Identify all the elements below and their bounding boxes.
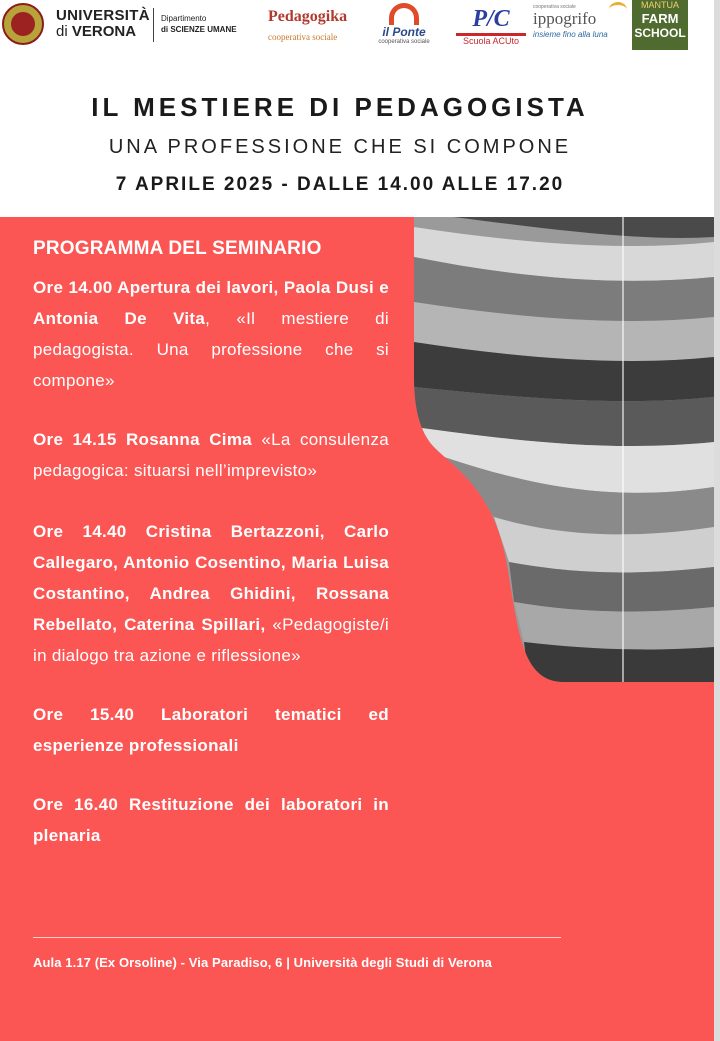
- ponte-name: il Ponte: [382, 25, 426, 39]
- page-subtitle: UNA PROFESSIONE CHE SI COMPONE: [108, 136, 572, 158]
- program-content: [33, 236, 389, 851]
- univr-logo: [56, 8, 150, 40]
- program-item: [33, 424, 389, 486]
- location-footer: Aula 1.17 (Ex Orsoline) - Via Paradiso, 6 | Università degli Studi di Verona: [33, 955, 492, 970]
- program-item-description: «Pedagogiste/i in dialogo tra azione e riflessione»: [33, 615, 389, 665]
- dip-line2-bold: SCIENZE UMANE: [170, 25, 237, 34]
- program-item: [33, 699, 389, 761]
- program-item-time-speaker: Ore 14.00 Apertura dei lavori, Paola Dusi e Antonia De Vita: [33, 278, 389, 328]
- univr-line2-prefix: di: [56, 23, 68, 40]
- dip-line2-prefix: di: [161, 25, 169, 34]
- department-logo: [161, 13, 237, 35]
- pedagogika-sub: cooperativa sociale: [268, 32, 338, 42]
- program-item-time-speaker: Ore 14.40 Cristina Bertazzoni, Carlo Callegaro, Antonio Cosentino, Maria Luisa Costantino, Andrea Ghidini, Rossana Rebellato, Caterina Spillari,: [33, 522, 389, 634]
- event-date: 7 APRILE 2025 - DALLE 14.00 ALLE 17.20: [115, 174, 565, 195]
- program-item-time-speaker: Ore 16.40 Restituzione dei laboratori in plenaria: [33, 795, 389, 845]
- farm-line3: SCHOOL: [634, 26, 686, 40]
- wing-icon: [609, 2, 627, 17]
- univr-line1: UNIVERSITÀ: [56, 7, 150, 24]
- univr-line2-bold: VERONA: [71, 23, 137, 40]
- dip-line1: Dipartimento: [161, 14, 207, 23]
- university-seal-icon: [2, 3, 44, 45]
- pc-name: P/C: [472, 6, 510, 32]
- program-heading: PROGRAMMA DEL SEMINARIO: [33, 238, 322, 259]
- ippogrifo-sub: insieme fino alla luna: [533, 30, 608, 39]
- page-edge: [714, 0, 720, 1041]
- mantua-farm-school-logo: [632, 0, 688, 50]
- ippogrifo-top: cooperativa sociale: [533, 4, 576, 10]
- decorative-wave-graphic: [414, 217, 714, 682]
- ippogrifo-name: ippogrifo: [533, 9, 597, 28]
- univr-line2: [56, 24, 150, 40]
- logo-divider: [153, 8, 154, 42]
- logo-bar: [0, 0, 714, 62]
- program-item: [33, 272, 389, 396]
- pedagogika-name: Pedagogika: [268, 8, 348, 25]
- il-ponte-logo: [378, 3, 430, 45]
- farm-line1: MANTUA: [641, 0, 679, 10]
- farm-line2: FARM: [641, 11, 679, 26]
- footer-divider: [33, 937, 561, 938]
- dip-line2: [161, 24, 237, 35]
- pc-school-logo: [452, 5, 530, 46]
- program-item-time-speaker: Ore 14.15 Rosanna Cima: [33, 430, 252, 449]
- pc-sub: Scuola ACUto: [462, 36, 520, 46]
- program-item: [33, 516, 389, 671]
- bridge-arch-icon: [389, 3, 419, 25]
- page-title: IL MESTIERE DI PEDAGOGISTA: [91, 92, 589, 122]
- program-item-time-speaker: Ore 15.40 Laboratori tematici ed esperienze professionali: [33, 705, 389, 755]
- pedagogika-logo: [268, 8, 347, 42]
- program-item-description: «La consulenza pedagogica: situarsi nell’imprevisto»: [33, 430, 389, 480]
- ponte-sub: cooperativa sociale: [378, 39, 430, 45]
- program-item-description: , «Il mestiere di pedagogista. Una professione che si compone»: [33, 309, 389, 390]
- program-item: [33, 789, 389, 851]
- ippogrifo-logo: [533, 4, 625, 39]
